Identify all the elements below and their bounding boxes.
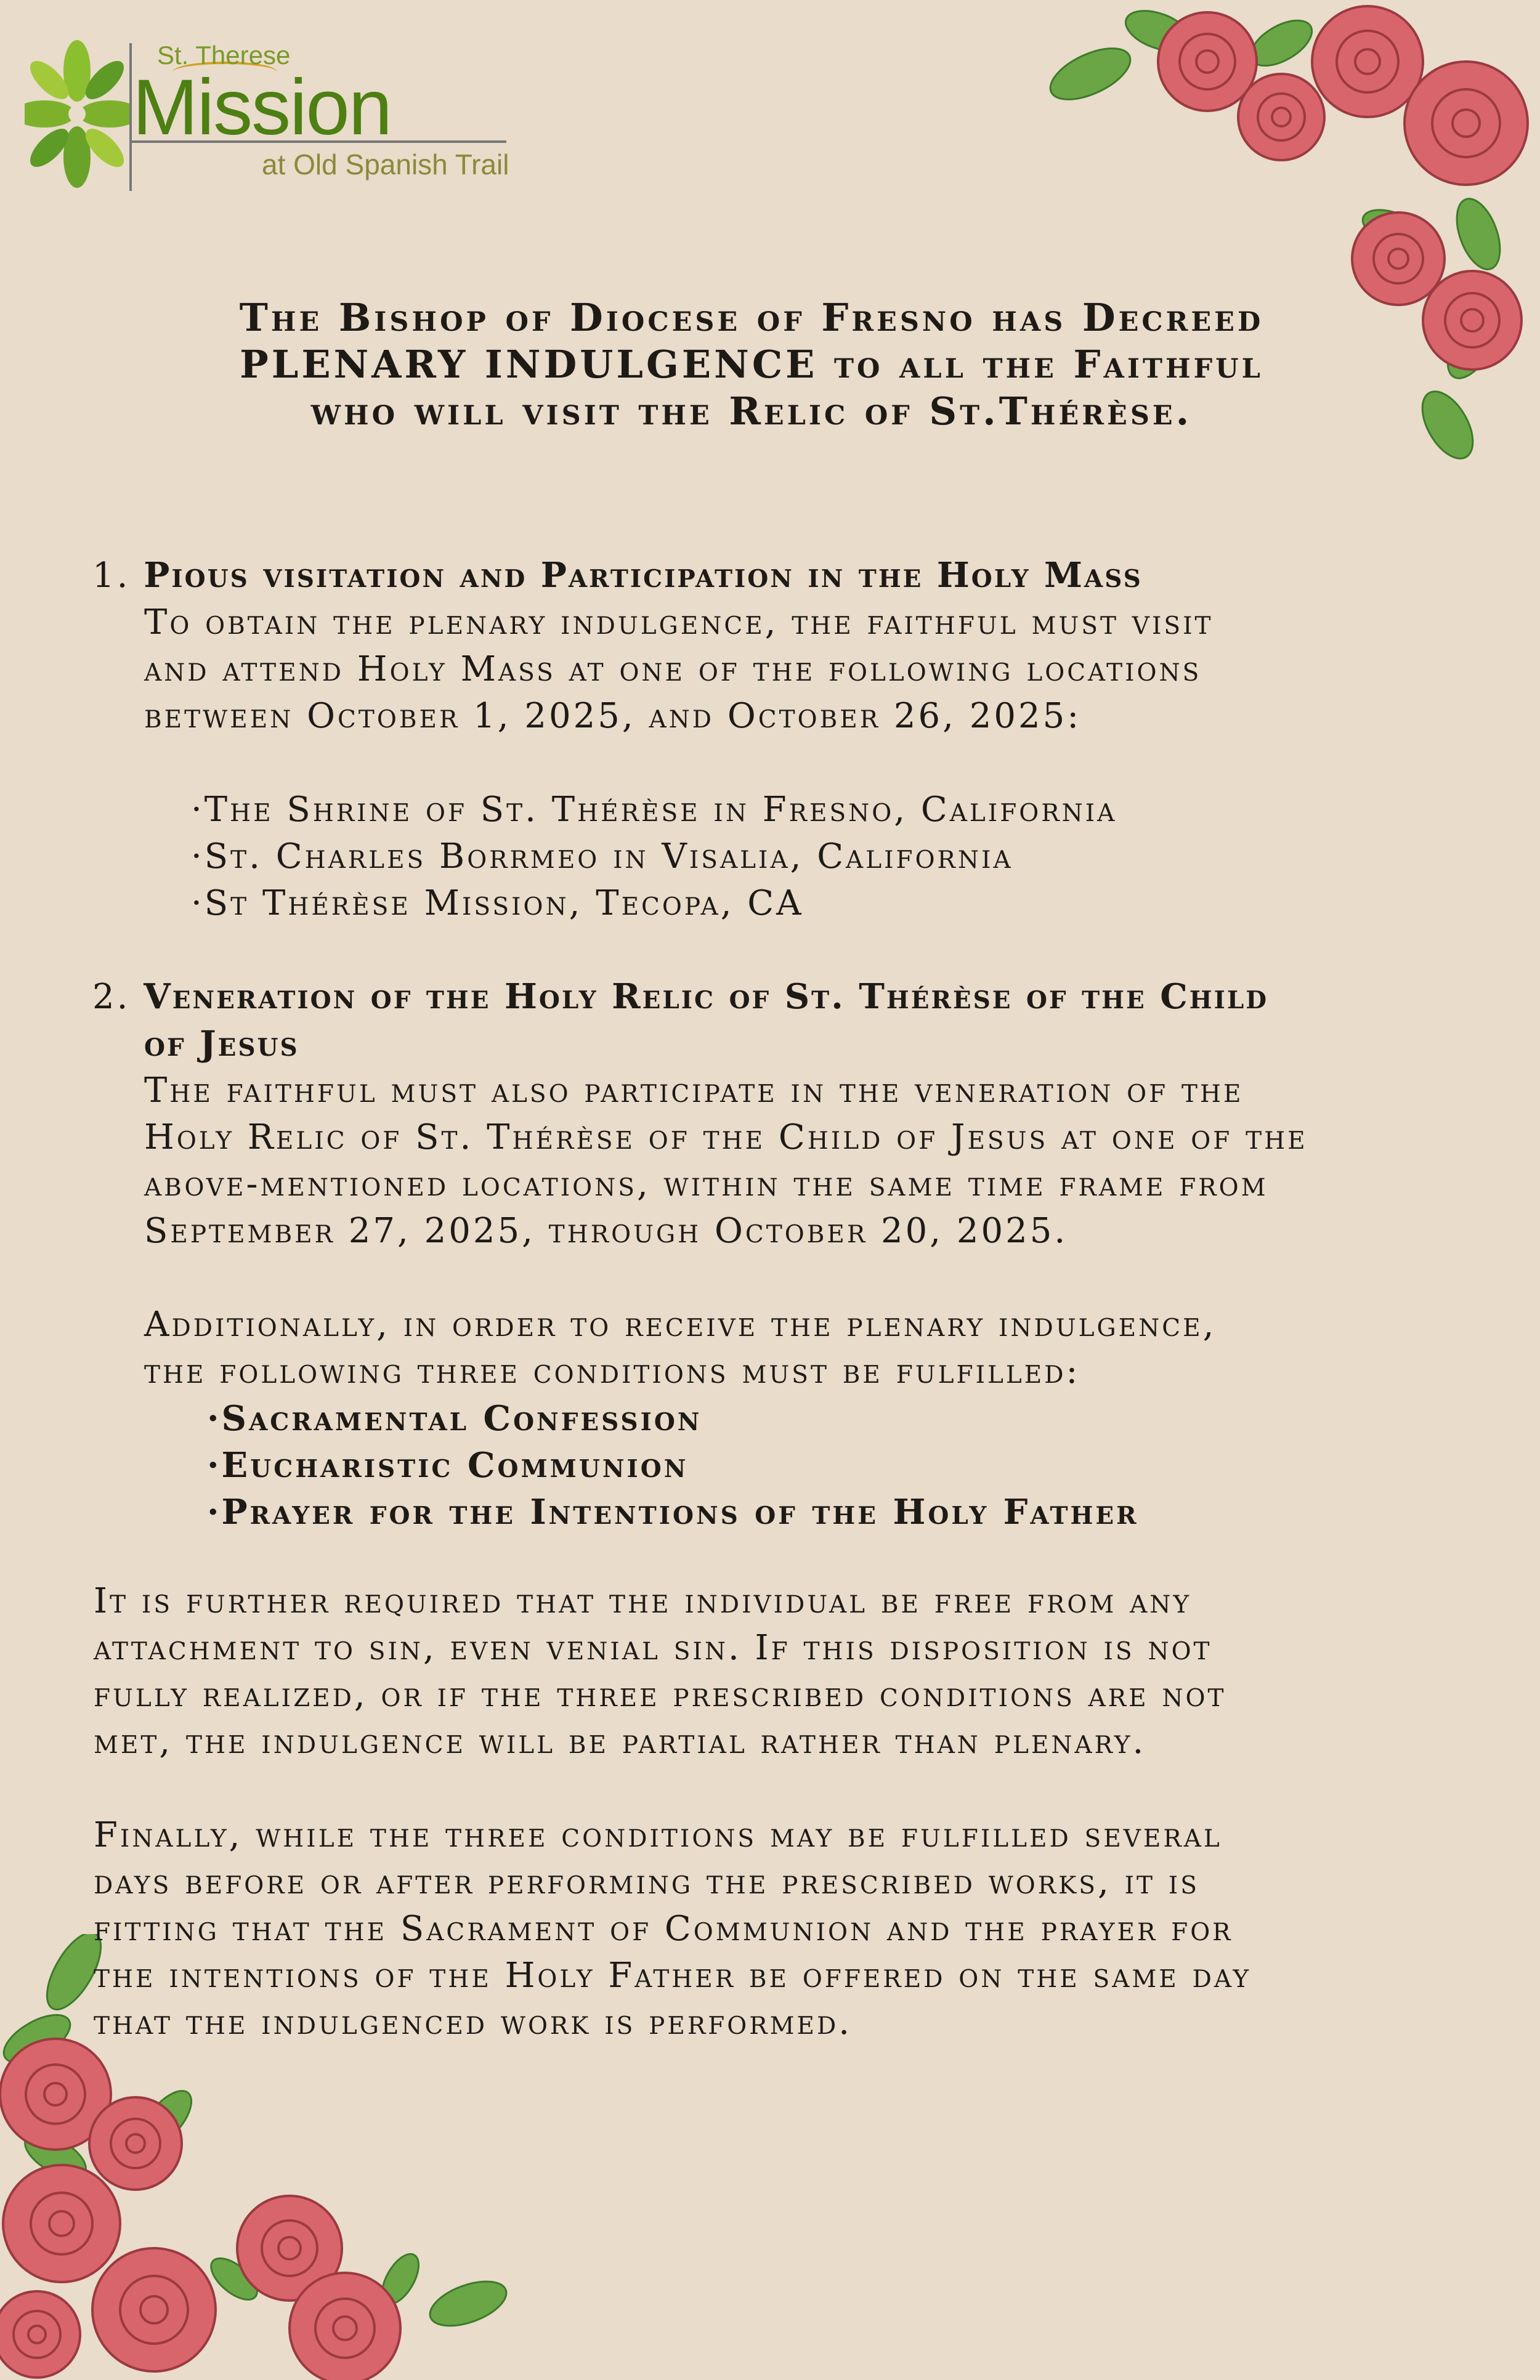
condition-item: ·Prayer for the Intentions of the Holy Father [207, 1492, 1139, 1532]
body-line: met, the indulgence will be partial rather than plenary. [94, 1722, 1146, 1762]
body-line: Additionally, in order to receive the plenary indulgence, [144, 1305, 1217, 1345]
body-line: Finally, while the three conditions may be fulfilled several [94, 1815, 1222, 1855]
logo-tagline: at Old Spanish Trail [262, 148, 509, 180]
body-line: It is further required that the individual be free from any [94, 1581, 1192, 1621]
body-line: between October 1, 2025, and October 26, 2025: [144, 696, 1082, 736]
disposition-paragraph [94, 1578, 1226, 1765]
section-1 [92, 552, 1214, 927]
body-line: Holy Relic of St. Thérèse of the Child of Jesus at one of the [144, 1117, 1308, 1157]
section-heading-cont: of Jesus [144, 1024, 299, 1064]
location-item: ·St. Charles Borrmeo in Visalia, California [191, 836, 1013, 876]
body-line: above-mentioned locations, within the same time frame from [144, 1164, 1268, 1204]
body-line: To obtain the plenary indulgence, the faithful must visit [144, 602, 1214, 642]
clover-leaf-icon [25, 37, 129, 191]
body-line: days before or after performing the prescribed works, it is [94, 1862, 1199, 1902]
section-number: 1. [92, 556, 131, 596]
condition-item: ·Eucharistic Communion [207, 1445, 689, 1486]
body-line: attachment to sin, even venial sin. If this disposition is not [94, 1628, 1212, 1668]
location-item: ·The Shrine of St. Thérèse in Fresno, California [191, 790, 1117, 830]
section-heading: Pious visitation and Participation in the Holy Mass [144, 555, 1143, 596]
mission-logo[interactable] [25, 37, 517, 197]
logo-wordmark: Mission [132, 63, 391, 152]
body-line: fitting that the Sacrament of Communion and the prayer for [94, 1909, 1233, 1949]
body-line: The faithful must also participate in the veneration of the [144, 1071, 1244, 1111]
title-line: PLENARY INDULGENCE to all the Faithful [240, 342, 1263, 387]
section-2 [92, 973, 1308, 1536]
location-item: ·St Thérèse Mission, Tecopa, CA [191, 883, 804, 923]
body-line: fully realized, or if the three prescribed conditions are not [94, 1675, 1226, 1715]
title-line: The Bishop of Diocese of Fresno has Decreed [239, 295, 1264, 340]
logo-divider [129, 43, 132, 191]
decree-title [0, 294, 1503, 435]
section-heading: Veneration of the Holy Relic of St. Thérèse of the Child [144, 976, 1269, 1017]
body-line: the following three conditions must be fulfilled: [144, 1351, 1080, 1391]
closing-paragraph [94, 1812, 1251, 2046]
title-line: who will visit the Relic of St.Thérèse. [310, 389, 1193, 434]
logo-line1: St. Therese [157, 41, 291, 70]
section-number: 2. [92, 977, 131, 1017]
body-line: September 27, 2025, through October 20, 2025. [144, 1211, 1068, 1251]
condition-item: ·Sacramental Confession [207, 1398, 702, 1439]
body-line: the intentions of the Holy Father be offered on the same day [94, 1956, 1252, 1996]
body-line: that the indulgenced work is performed. [94, 2002, 853, 2042]
body-line: and attend Holy Mass at one of the following locations [144, 649, 1202, 689]
